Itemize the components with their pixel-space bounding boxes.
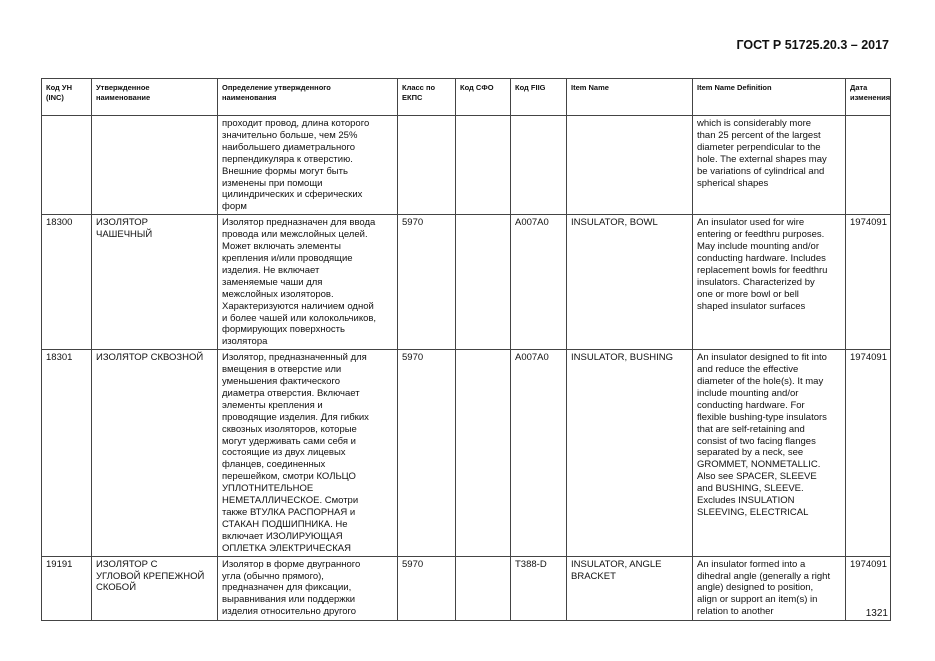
cell-inc: 19191 [42,556,92,620]
table-header-row [42,79,891,116]
cell-fiig-code: A007A0 [511,350,567,556]
cell-definition-ru: Изолятор в форме двугранного угла (обычно прямого), предназначен для фиксации, выравнивания или поддержки изделия относительно другого [218,556,398,620]
cell-inc: 18300 [42,215,92,350]
table-row [42,116,891,215]
cell-change-date [846,116,891,215]
col-header-approved-name: Утвержденное наименование [92,79,218,116]
cell-change-date: 1974091 [846,215,891,350]
cell-approved-name: ИЗОЛЯТОР СКВОЗНОЙ [92,350,218,556]
cell-ekps-class: 5970 [398,350,456,556]
cell-item-definition: An insulator used for wire entering or feedthru purposes. May include mounting and/or conducting hardware. Includes replacement bowls for feedthru insulators. Characterized by one or more bowl or bell shaped insulator surfaces [693,215,846,350]
nomenclature-table [41,78,891,621]
col-header-inc: Код УН (INC) [42,79,92,116]
cell-item-definition: which is considerably more than 25 percent of the largest diameter perpendicular to the hole. The external shapes may be variations of cylindrical and spherical shapes [693,116,846,215]
cell-definition-ru: проходит провод, длина которого значительно больше, чем 25% наибольшего диаметрального перпендикуляра к отверстию. Внешние формы могут быть изменены при помощи цилиндрических и сферических форм [218,116,398,215]
standard-designation: ГОСТ Р 51725.20.3 – 2017 [736,38,889,52]
cell-definition-ru: Изолятор, предназначенный для вмещения в отверстие или уменьшения фактического диаметра отверстия. Включает элементы крепления и проводящие изделия. Для гибких сквозных изоляторов, которые могут удерживать сами себя и состоящие из двух лицевых фланцев, соединенных перешейком, смотри КОЛЬЦО УПЛОТНИТЕЛЬНОЕ НЕМЕТАЛЛИЧЕСКОЕ. Смотри также ВТУЛКА РАСПОРНАЯ и СТАКАН ПОДШИПНИКА. Не включает ИЗОЛИРУЮЩАЯ ОПЛЕТКА ЭЛЕКТРИЧЕСКАЯ [218,350,398,556]
col-header-change-date: Дата изменения [846,79,891,116]
cell-sfo-code [456,215,511,350]
cell-change-date: 1974091 [846,350,891,556]
cell-change-date: 1974091 [846,556,891,620]
cell-inc [42,116,92,215]
cell-item-name: INSULATOR, ANGLE BRACKET [567,556,693,620]
cell-approved-name [92,116,218,215]
cell-sfo-code [456,350,511,556]
col-header-item-name: Item Name [567,79,693,116]
table-row [42,215,891,350]
cell-item-definition: An insulator formed into a dihedral angle (generally a right angle) designed to position, align or support an item(s) in relation to another [693,556,846,620]
cell-item-name: INSULATOR, BOWL [567,215,693,350]
cell-item-name: INSULATOR, BUSHING [567,350,693,556]
page-number: 1321 [865,608,888,619]
cell-sfo-code [456,116,511,215]
cell-definition-ru: Изолятор предназначен для ввода провода или межслойных целей. Может включать элементы крепления и/или проводящие изделия. Не включает заменяемые чаши для межслойных изоляторов. Характеризуются наличием одной и более чашей или колокольчиков, формирующих поверхность изолятора [218,215,398,350]
cell-item-name [567,116,693,215]
cell-fiig-code: T388-D [511,556,567,620]
col-header-item-definition: Item Name Definition [693,79,846,116]
col-header-ekps-class: Класс по ЕКПС [398,79,456,116]
cell-approved-name: ИЗОЛЯТОР ЧАШЕЧНЫЙ [92,215,218,350]
cell-approved-name: ИЗОЛЯТОР С УГЛОВОЙ КРЕПЕЖНОЙ СКОБОЙ [92,556,218,620]
cell-sfo-code [456,556,511,620]
cell-ekps-class: 5970 [398,215,456,350]
cell-ekps-class: 5970 [398,556,456,620]
cell-ekps-class [398,116,456,215]
cell-item-definition: An insulator designed to fit into and reduce the effective diameter of the hole(s). It may include mounting and/or conducting hardware. For flexible bushing-type insulators that are self-retaining and consist of two facing flanges separated by a neck, see GROMMET, NONMETALLIC. Also see SPACER, SLEEVE and BUSHING, SLEEVE. Excludes INSULATION SLEEVING, ELECTRICAL [693,350,846,556]
col-header-definition-ru: Определение утвержденного наименования [218,79,398,116]
cell-fiig-code [511,116,567,215]
cell-inc: 18301 [42,350,92,556]
col-header-sfo-code: Код СФО [456,79,511,116]
col-header-fiig-code: Код FIIG [511,79,567,116]
table-row [42,556,891,620]
table-row [42,350,891,556]
cell-fiig-code: A007A0 [511,215,567,350]
